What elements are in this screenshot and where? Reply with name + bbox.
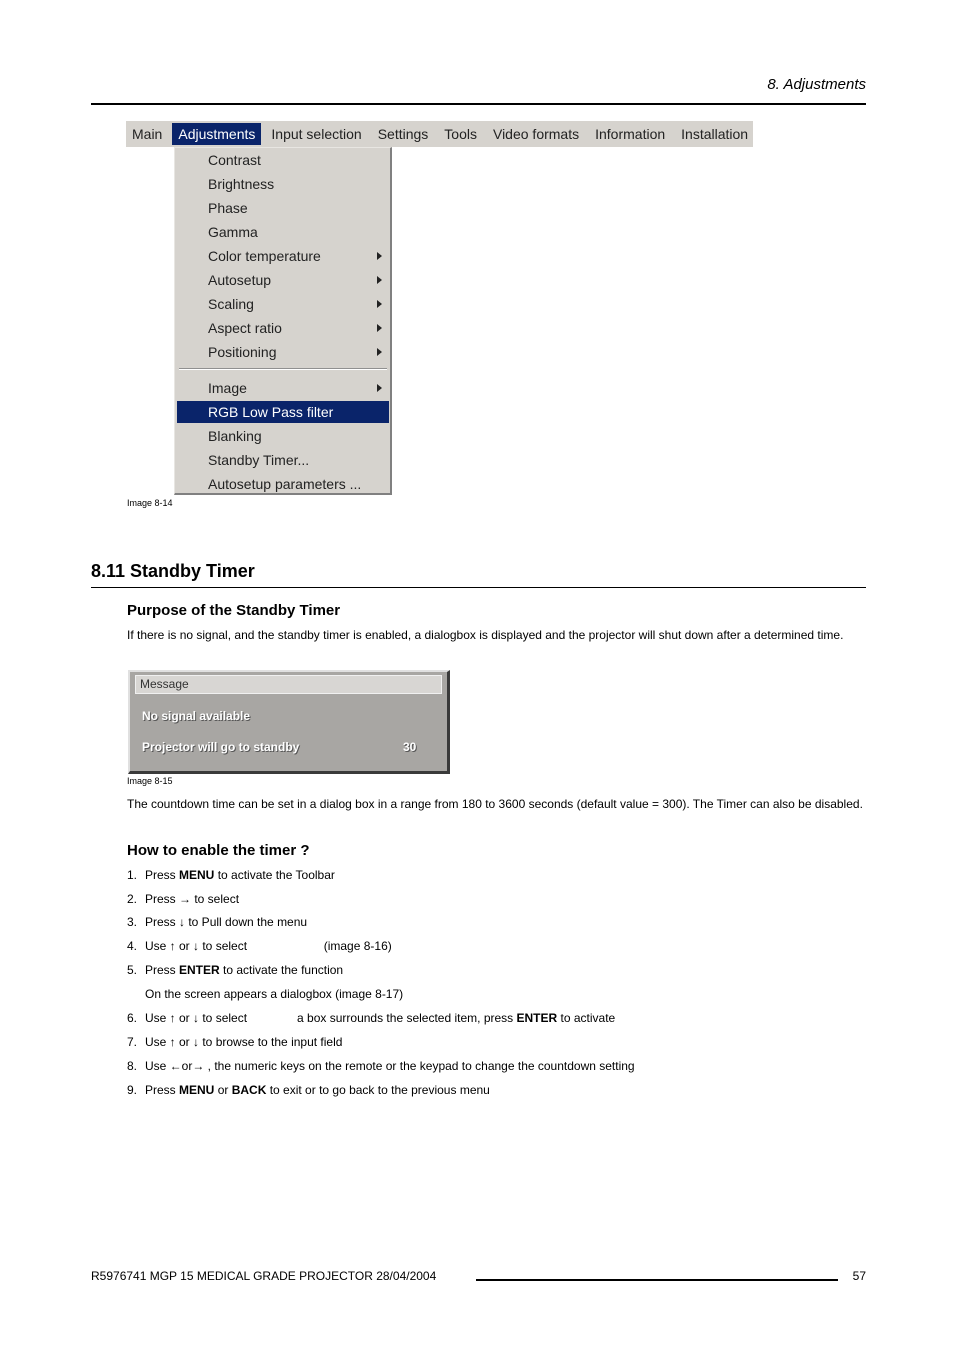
submenu-arrow-icon: [377, 384, 382, 392]
no-signal-text: No signal available: [142, 709, 251, 723]
purpose-text: If there is no signal, and the standby timer is enabled, a dialogbox is displayed and the projector will shut down after a determined time.: [127, 628, 844, 642]
page-number: 57: [852, 1269, 866, 1283]
menu-item-rgb-low-pass-filter[interactable]: RGB Low Pass filter: [177, 401, 389, 423]
menu-item-blanking[interactable]: Blanking: [208, 428, 262, 444]
menu-item-contrast[interactable]: Contrast: [208, 152, 261, 168]
purpose-heading: Purpose of the Standby Timer: [127, 602, 341, 619]
submenu-arrow-icon: [377, 324, 382, 332]
menu-item-aspect-ratio[interactable]: Aspect ratio: [177, 317, 389, 339]
footer-rule: [476, 1279, 838, 1281]
step-5: 5. Press ENTER to activate the function: [127, 963, 344, 977]
menu-separator: [179, 368, 387, 370]
step-1: 1. Press MENU to activate the Toolbar: [127, 868, 335, 882]
image-caption: Image 8-15: [127, 776, 173, 786]
step-8: 8. Use ←or→ , the numeric keys on the remote or the keypad to change the countdown setting: [127, 1059, 635, 1073]
section-title: 8.11 Standby Timer: [91, 561, 255, 581]
menu-item-standby-timer[interactable]: Standby Timer...: [208, 452, 310, 468]
menu-item-scaling[interactable]: Scaling: [177, 293, 389, 315]
menu-tools[interactable]: Tools: [444, 126, 477, 142]
standby-text: Projector will go to standby: [142, 740, 300, 754]
menu-item-image[interactable]: Image: [177, 377, 389, 399]
menu-item-autosetup-parameters[interactable]: Autosetup parameters ...: [208, 476, 362, 492]
menu-main[interactable]: Main: [132, 126, 163, 142]
step-7: 7. Use ↑ or ↓ to browse to the input field: [127, 1035, 343, 1049]
menu-item-autosetup[interactable]: Autosetup: [177, 269, 389, 291]
menu-input-selection[interactable]: Input selection: [271, 126, 362, 142]
howto-heading: How to enable the timer ?: [127, 842, 310, 859]
menu-bar: [126, 121, 753, 147]
menu-settings[interactable]: Settings: [377, 126, 429, 142]
step-4: 4. Use ↑ or ↓ to select (image 8-16): [127, 939, 392, 953]
step-2: 2. Press → to select: [127, 892, 240, 906]
menu-item-color-temperature[interactable]: Color temperature: [177, 245, 389, 267]
countdown-value: 30: [403, 740, 417, 754]
adjustments-dropdown: [174, 147, 392, 495]
submenu-arrow-icon: [377, 252, 382, 260]
menu-item-gamma[interactable]: Gamma: [208, 224, 258, 240]
chapter-header: 8. Adjustments: [767, 76, 866, 93]
section-rule: [91, 587, 866, 588]
message-dialog: [128, 670, 450, 774]
submenu-arrow-icon: [377, 300, 382, 308]
step-3: 3. Press ↓ to Pull down the menu: [127, 915, 308, 929]
submenu-arrow-icon: [377, 276, 382, 284]
menu-item-phase[interactable]: Phase: [208, 200, 248, 216]
menu-item-brightness[interactable]: Brightness: [208, 176, 275, 192]
menu-adjustments[interactable]: Adjustments: [172, 123, 261, 145]
menu-information[interactable]: Information: [595, 126, 666, 142]
step-6: 6. Use ↑ or ↓ to select a box surrounds the selected item, press ENTER to activate: [127, 1011, 616, 1025]
menu-installation[interactable]: Installation: [681, 126, 749, 142]
dialog-title: Message: [135, 675, 442, 694]
menu-video-formats[interactable]: Video formats: [492, 126, 580, 142]
step-5-note: On the screen appears a dialogbox (image 8-17): [145, 987, 404, 1001]
step-9: 9. Press MENU or BACK to exit or to go back to the previous menu: [127, 1083, 490, 1097]
footer-doc-info: R5976741 MGP 15 MEDICAL GRADE PROJECTOR 28/04/2004: [91, 1269, 437, 1283]
menu-item-positioning[interactable]: Positioning: [177, 341, 389, 363]
image-caption: Image 8-14: [127, 498, 173, 508]
countdown-text: The countdown time can be set in a dialog box in a range from 180 to 3600 seconds (default value = 300). The Timer can also be disabled.: [127, 797, 863, 811]
submenu-arrow-icon: [377, 348, 382, 356]
header-rule: [91, 103, 866, 105]
